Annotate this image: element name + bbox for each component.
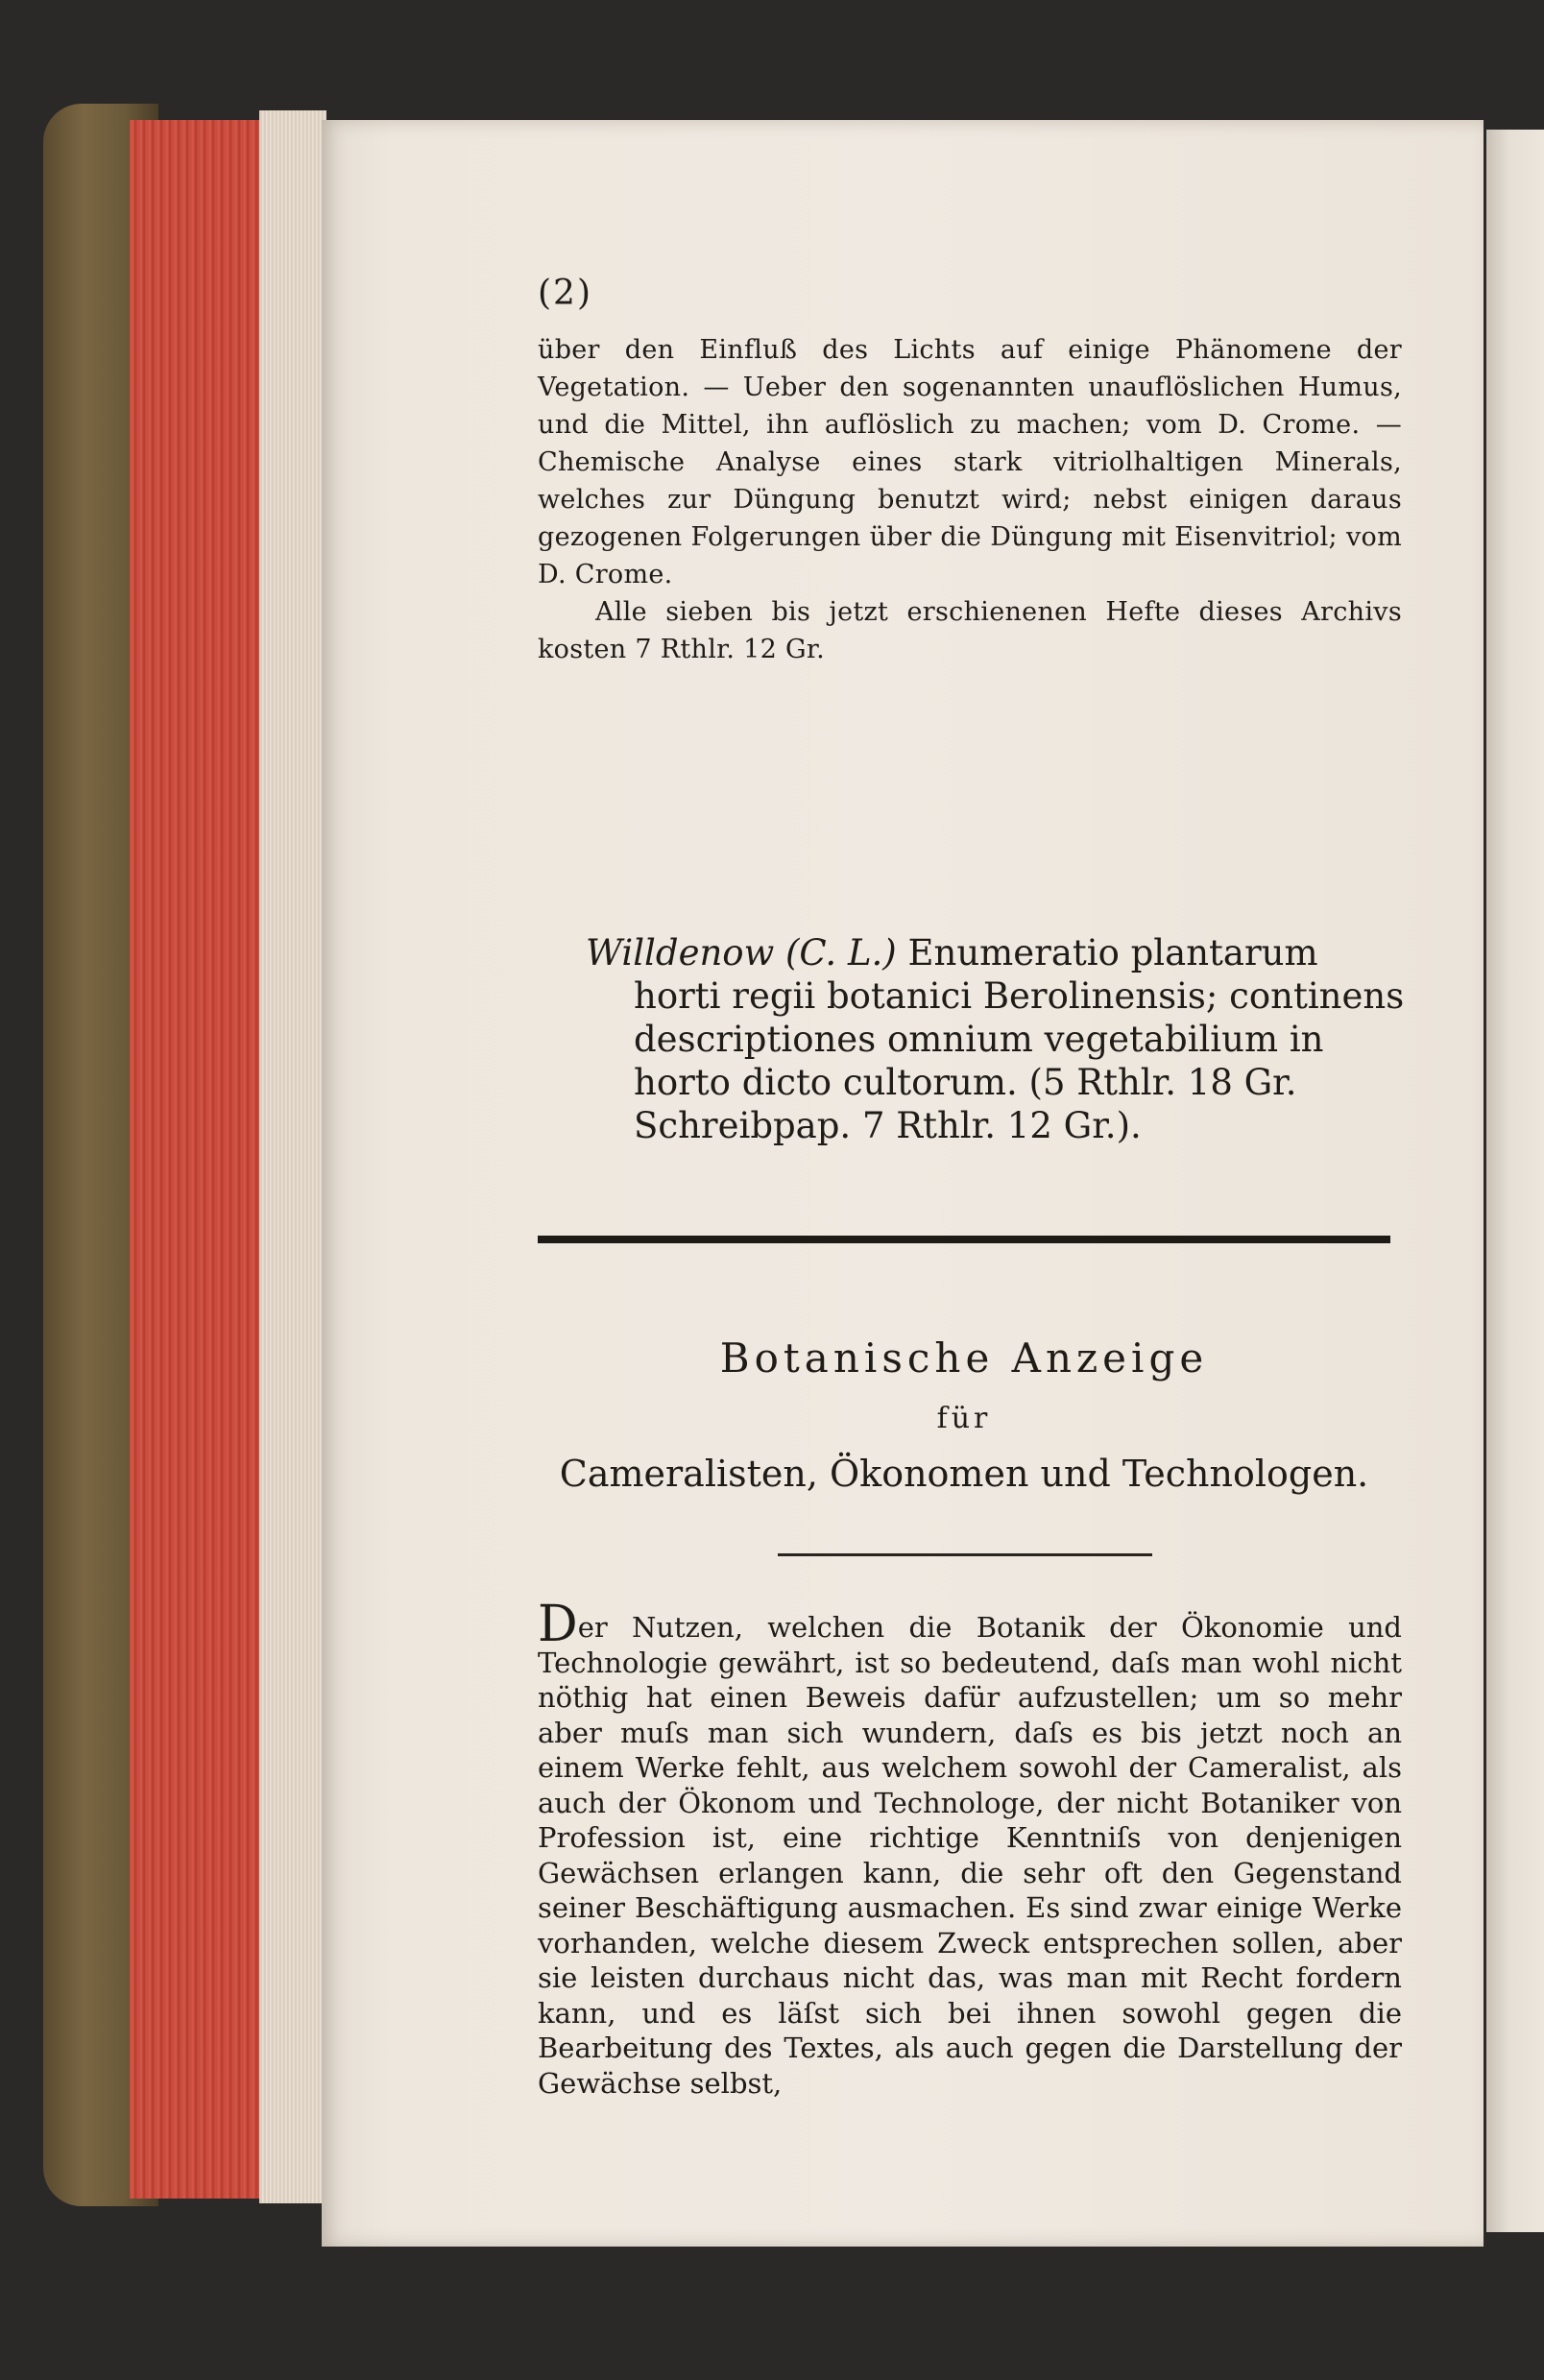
fraktur-paragraph: über den Einfluß des Lichts auf einige Phänomene der Vegetation. — Ueber den sogenannten unauflöslichen Humus, und die Mittel, ihn auflöslich zu machen; vom D. Crome. — Chemische Analyse eines stark vitriolhaltigen Minerals, welches zur Düngung benutzt wird; nebst einigen daraus gezogenen Folgerungen über die Düngung mit Eisenvitriol; vom D. Crome. — [538, 335, 1402, 589]
next-page-edge — [1486, 130, 1544, 2232]
body-paragraph — [538, 1596, 1402, 2101]
section-divider-thick — [538, 1236, 1390, 1243]
willdenow-author: Willdenow (C. L.) — [586, 932, 897, 974]
willdenow-entry — [586, 931, 1411, 1147]
section-title: Botanische Anzeige — [719, 1334, 1209, 1382]
willdenow-price: (5 Rthlr. 18 Gr. Schreibpap. 7 Rthlr. 12 Gr.). — [634, 1062, 1297, 1146]
fraktur-text-block — [538, 331, 1402, 668]
page-edges-inner — [259, 110, 326, 2203]
section-fur: für — [936, 1402, 992, 1435]
body-text: er Nutzen, welchen die Botanik der Ökonomie und Technologie gewährt, ist so bedeutend, daſs man wohl nicht nöthig hat einen Beweis dafür aufzustellen; um so mehr aber muſs man sich wundern, daſs es bis jetzt noch an einem Werke fehlt, aus welchem sowohl der Cameralist, als auch der Ökonom und Technologe, der nicht Botaniker von Profession ist, eine richtige Kenntniſs von denjenigen Gewächsen erlangen kann, die sehr oft den Gegenstand seiner Beschäftigung ausmachen. Es sind zwar einige Werke vorhanden, welche diesem Zweck entsprechen sollen, aber sie leisten durchaus nicht das, was man mit Recht fordern kann, und es läſst sich bei ihnen sowohl gegen die Bearbeitung des Textes, als auch gegen die Darstellung der Gewächse selbst, — [538, 1611, 1402, 2100]
page-number: (2) — [538, 274, 592, 313]
fraktur-price-line: Alle sieben bis jetzt erschienenen Hefte dieses Archivs kosten 7 Rthlr. 12 Gr. — [538, 597, 1402, 664]
drop-initial: D — [538, 1596, 578, 1653]
section-divider-thin — [778, 1553, 1152, 1556]
willdenow-title: Enumeratio plantarum horti regii botanici Berolinensis; continens descriptiones omnium vegetabilium in horto dicto cultorum. — [634, 932, 1405, 1103]
section-subtitle: Cameralisten, Ökonomen und Technologen. — [559, 1453, 1369, 1495]
